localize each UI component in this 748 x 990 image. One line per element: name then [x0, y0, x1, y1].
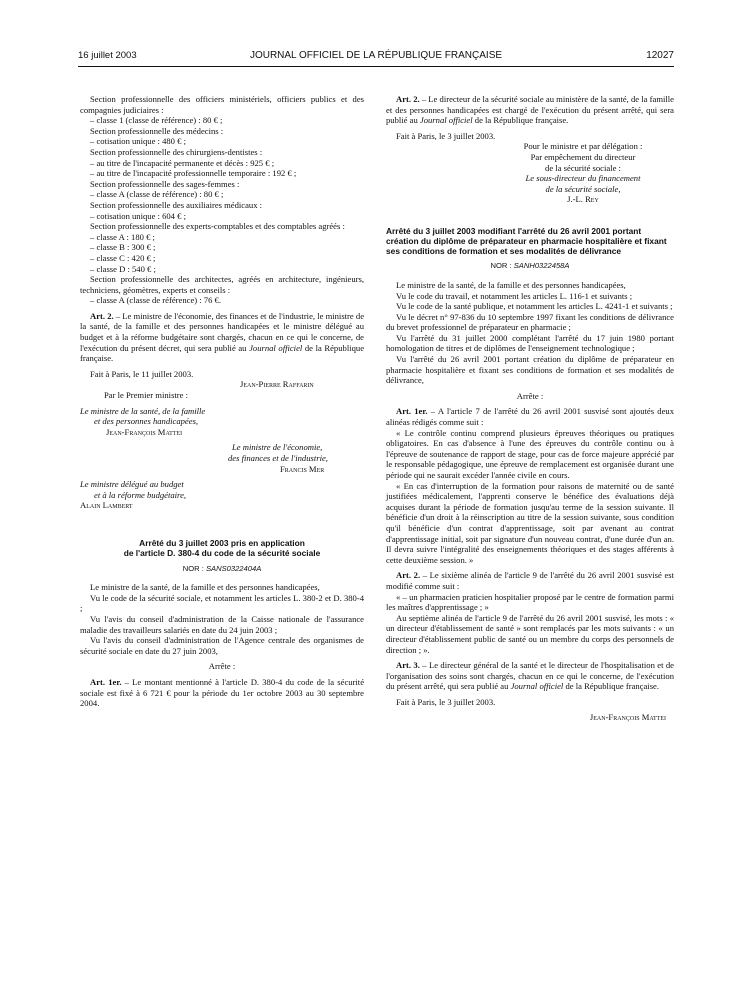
list-item: – cotisation unique : 604 € ; — [90, 210, 186, 221]
delegation-block: Pour le ministre et par délégation : Par empêchement du directeur de la sécurité sociale : Le sous-directeur du financement de la sécurité sociale, J.-L. Rey — [386, 141, 674, 205]
list-item: – au titre de l'incapacité permanente et décès : 925 € ; — [90, 157, 275, 168]
preamble-text: Le ministre de la santé, de la famille et des personnes handicapées, — [90, 582, 320, 593]
list-item: – classe C : 420 € ; — [90, 252, 156, 263]
article-text: – Le directeur général de la santé et le directeur de l'hospitalisation et de l'organisation des soins sont chargés, chacun en ce qui le concerne, de l'exécution du présent arrêté, qui sera publié au — [386, 660, 674, 692]
journal-reference: Journal officiel — [249, 342, 303, 353]
signature-date: Fait à Paris, le 3 juillet 2003. — [396, 130, 496, 141]
article-text: – Le sixième alinéa de l'article 9 de l'arrêté du 26 avril 2001 susvisé est modifié comme suit : — [386, 570, 675, 591]
minister-title: et des personnes handicapées, — [94, 416, 199, 427]
decree-title: de l'article D. 380-4 du code de la sécurité sociale — [123, 547, 321, 558]
signature-prime-minister: Jean-Pierre Raffarin — [240, 379, 314, 390]
decree-title: Arrêté du 3 juillet 2003 pris en application — [139, 537, 305, 548]
article-2-paragraph — [80, 311, 364, 364]
preamble-text: Vu l'avis du conseil d'administration de la Caisse nationale de l'assurance maladie des travailleurs salariés en date du 24 juin 2003 ; — [80, 613, 364, 635]
list-item: – classe A (classe de référence) : 76 €. — [90, 295, 221, 306]
header-date: 16 juillet 2003 — [78, 50, 137, 61]
article-label: Art. 2. — [396, 94, 420, 104]
article-label: Art. 2. — [396, 570, 421, 581]
preamble-text: Vu le décret n° 97-836 du 10 septembre 1997 fixant les conditions de délivrance du brevet professionnel de préparateur en pharmacie ; — [386, 311, 674, 333]
journal-reference: Journal officiel — [419, 115, 473, 126]
signature-name: J.-L. Rey — [567, 194, 599, 205]
section-text: Section professionnelle des médecins : — [90, 125, 224, 136]
section-text: Section professionnelle des experts-comptables et des comptables agréés : — [90, 221, 345, 232]
quoted-text: « Le contrôle continu comprend plusieurs épreuves théoriques ou pratiques obligatoires. En cas d'absence à l'une des épreuves du contrôle continu ou à l'épreuve de soutenance de rapport de stage, pour cas de force majeure apprécié par le responsable pédagogique, une épreuve de remplacement est organisée durant une période qui ne saurait excéder l'année civile en cours. — [386, 427, 674, 481]
list-item: – cotisation unique : 480 € ; — [90, 136, 186, 147]
right-column — [386, 94, 674, 723]
article-label: Art. 1er. — [396, 406, 428, 417]
preamble-text: Vu l'avis du conseil d'administration de l'Agence centrale des organismes de sécurité sociale en date du 27 juin 2003, — [80, 635, 364, 656]
quoted-text: « – un pharmacien praticien hospitalier proposé par le centre de formation parmi les maîtres d'apprentissage ; » — [386, 591, 674, 613]
preamble-text: Vu l'arrêté du 26 avril 2001 portant création du diplôme de préparateur en pharmacie hospitalière et fixant ses conditions de formation et ses modalités de délivrance, — [386, 354, 674, 386]
signature-name: Alain Lambert — [80, 500, 133, 511]
minister-title: Le ministre de la santé, de la famille — [80, 405, 206, 416]
signature-name: Jean-François Mattei — [589, 712, 666, 723]
minister-title: et à la réforme budgétaire, — [94, 489, 187, 500]
left-column — [80, 94, 364, 709]
article-2-paragraph — [386, 570, 674, 591]
preamble-text: Vu le code de la santé publique, et notamment les articles L. 4241-1 et suivants ; — [396, 301, 673, 312]
article-1-paragraph — [386, 406, 674, 427]
preamble-text: Vu le code du travail, et notamment les articles L. 116-1 et suivants ; — [396, 290, 633, 301]
signature-name: Francis Mer — [280, 463, 325, 474]
section-text: Section professionnelle des auxiliaires médicaux : — [90, 199, 263, 210]
section-text: Section professionnelle des chirurgiens-dentistes : — [90, 146, 263, 157]
section-text: Section professionnelle des sages-femmes : — [90, 178, 240, 189]
article-text: – Le ministre de l'économie, des finances et de l'industrie, le ministre de la santé, de la famille et des personnes handicapées et le ministre délégué au budget et à la réforme budgétaire sont chargés, chacun en ce qui le concerne, de l'exécution du présent décret, qui sera publié au — [80, 310, 365, 353]
article-label: Art. 3. — [396, 660, 420, 671]
header-journal-title: JOURNAL OFFICIEL DE LA RÉPUBLIQUE FRANÇAISE — [249, 50, 503, 61]
signature-date: Fait à Paris, le 11 juillet 2003. — [90, 368, 194, 379]
arrete-heading: Arrête : — [208, 661, 236, 672]
nor-reference: NOR : SANH0322458A — [490, 261, 570, 271]
header-page-number: 12027 — [646, 50, 674, 61]
list-item: – classe B : 300 € ; — [90, 242, 156, 253]
header-rule — [78, 66, 674, 67]
minister-title: Le ministre délégué au budget — [80, 479, 184, 490]
preamble-text: Le ministre de la santé, de la famille et des personnes handicapées, — [396, 279, 626, 290]
amendment-text: Au septième alinéa de l'article 9 de l'arrêté du 26 avril 2001 susvisé, les mots : « un directeur d'établissement de santé » sont remplacés par les mots suivants : « un directeur d'établissement public de santé ou un membre du corps des personnels de direction ; ». — [386, 612, 674, 655]
list-item: – classe A : 180 € ; — [90, 231, 155, 242]
section-text: Section professionnelle des architectes, agréés en architecture, ingénieurs, techniciens, géomètres, experts et conseils : — [80, 274, 364, 295]
article-text-end: de la République française. — [80, 342, 365, 364]
article-1-paragraph — [80, 677, 364, 709]
list-item: – classe 1 (classe de référence) : 80 € ; — [90, 115, 223, 126]
list-item: – au titre de l'incapacité professionnelle temporaire : 192 € ; — [90, 168, 297, 179]
article-3-paragraph — [386, 660, 674, 692]
article-text-end: de la République française. — [472, 115, 569, 126]
article-label: Art. 2. — [90, 310, 114, 321]
article-text: – Le directeur de la sécurité sociale au ministère de la santé, de la famille et des personnes handicapées est chargé de l'exécution du présent arrêté, qui sera publié au — [386, 94, 674, 126]
journal-reference: Journal officiel — [510, 681, 564, 692]
nor-reference: NOR : SANS0322404A — [182, 563, 262, 573]
article-text: – A l'article 7 de l'arrêté du 26 avril 2001 susvisé sont ajoutés deux alinéas rédigés comme suit : — [386, 406, 675, 428]
article-2-paragraph — [386, 94, 674, 126]
signature-date: Fait à Paris, le 3 juillet 2003. — [396, 696, 496, 707]
preamble-text: Vu l'arrêté du 31 juillet 2000 complétant l'arrêté du 17 juin 1980 portant homologation de titres et de diplômes de l'enseignement technologique ; — [386, 332, 674, 354]
signature-name: Jean-François Mattei — [106, 426, 183, 437]
quoted-text: « En cas d'interruption de la formation pour raisons de maternité ou de santé justifiées médicalement, l'apprenti conserve le bénéfice des évaluations déjà acquises durant la période de formation jusqu'au terme de la session suivante. Il bénéficie d'un droit à la réinscription au titre de la session suivante, sous condition qu'il bénéficie d'un contrat d'apprentissage, soit par avenant au contrat d'apprentissage initial, soit par signature d'un nouveau contrat, d'une durée d'un an. Il devra suivre l'intégralité des enseignements théoriques et des stages afférents à cette deuxième session. » — [386, 480, 674, 565]
minister-title: Le ministre de l'économie, — [232, 442, 323, 453]
preamble-text: Vu le code de la sécurité sociale, et notamment les articles L. 380-2 et D. 380-4 ; — [80, 592, 364, 614]
article-text: – Le montant mentionné à l'article D. 380-4 du code de la sécurité sociale est fixé à 6 721 € pour la période du 1er octobre 2003 au 30 septembre 2004. — [80, 676, 365, 709]
decree-title: Arrêté du 3 juillet 2003 modifiant l'arrêté du 26 avril 2001 portant création du diplôme de préparateur en pharmacie hospitalière et fixant ses conditions de formation et ses modalités de délivrance — [386, 225, 667, 256]
list-item: – classe D : 540 € ; — [90, 263, 156, 274]
article-text-end: de la République française. — [563, 681, 659, 692]
article-label: Art. 1er. — [90, 676, 122, 687]
signature-caption: Par le Premier ministre : — [104, 390, 189, 401]
minister-title: des finances et de l'industrie, — [228, 453, 328, 463]
list-item: – classe A (classe de référence) : 80 € ; — [90, 189, 224, 200]
section-text: Section professionnelle des officiers ministériels, officiers publics et des compagnies judiciaires : — [80, 94, 364, 115]
arrete-heading: Arrête : — [516, 390, 544, 401]
